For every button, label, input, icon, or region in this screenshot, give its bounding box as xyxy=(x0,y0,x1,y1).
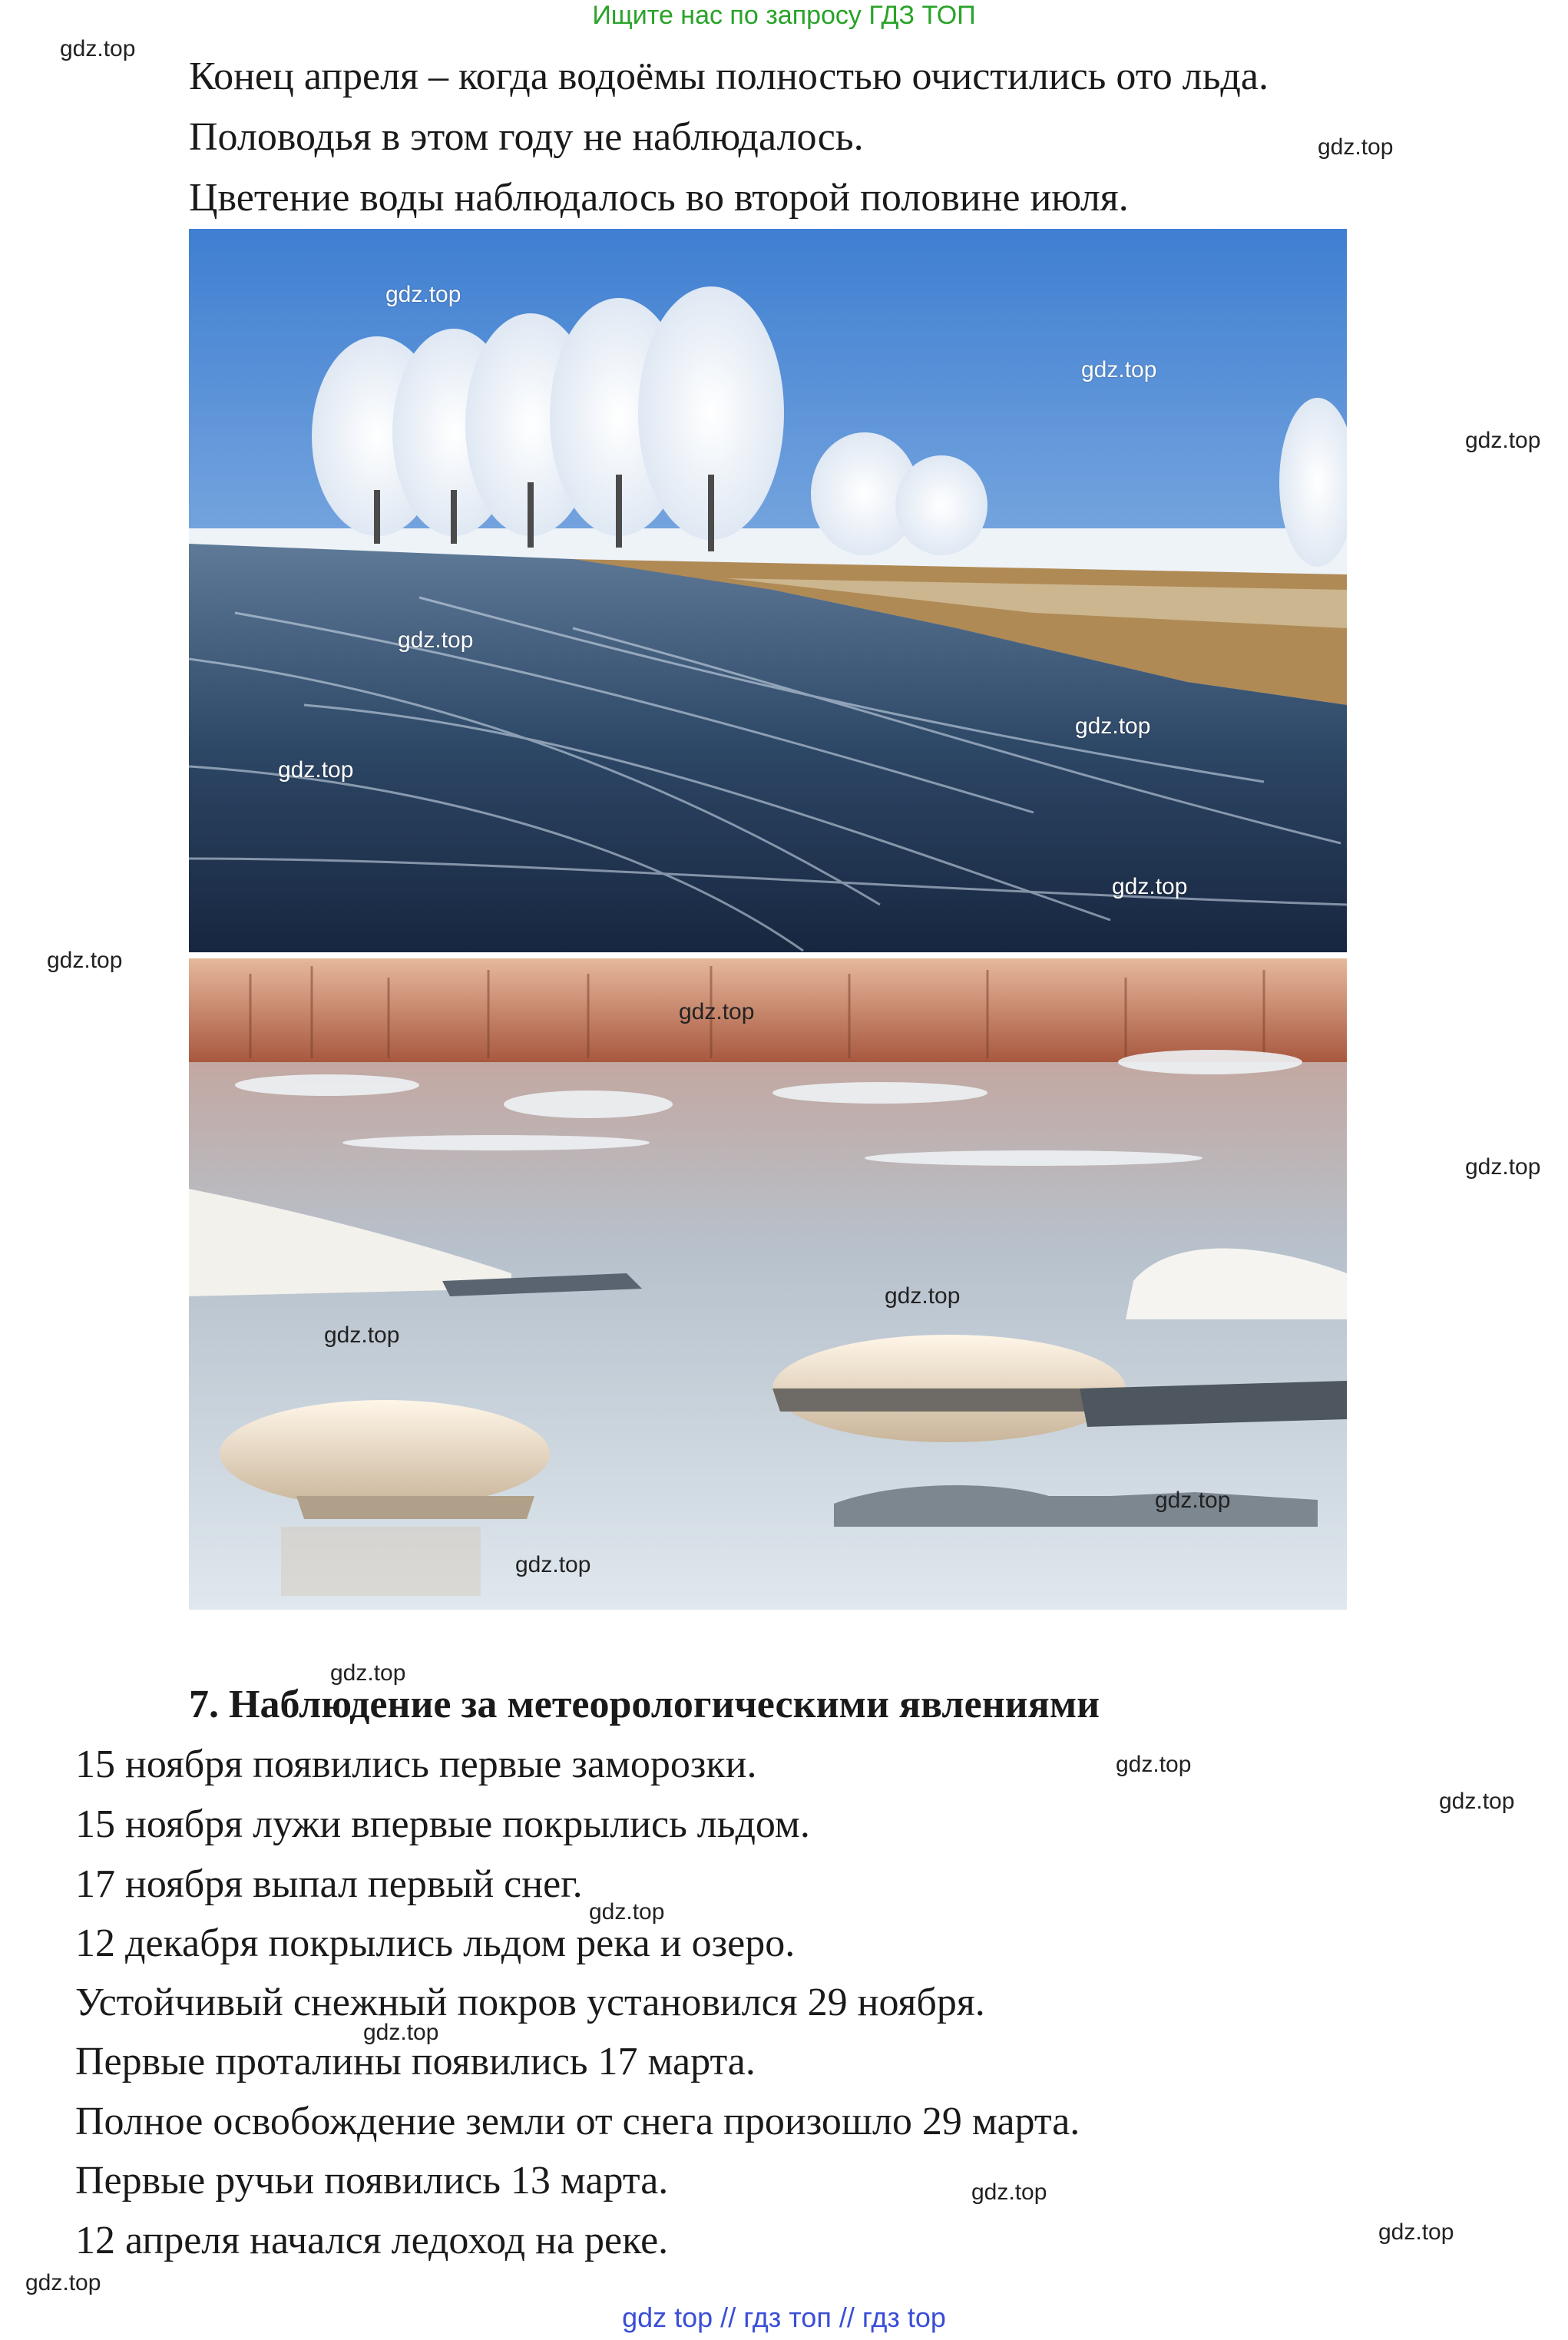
watermark: gdz.top xyxy=(885,1283,961,1309)
frozen-river-photo xyxy=(189,229,1347,952)
watermark: gdz.top xyxy=(385,282,461,307)
watermark: gdz.top xyxy=(324,1322,400,1348)
watermark: gdz.top xyxy=(1378,2219,1454,2245)
watermark: gdz.top xyxy=(1155,1488,1231,1513)
intro-line-2: Половодья в этом году не наблюдалось. xyxy=(189,115,864,159)
watermark: gdz.top xyxy=(398,627,474,653)
section-line-5: Устойчивый снежный покров установился 29 ноября. xyxy=(75,1981,985,2024)
section-line-3: 17 ноября выпал первый снег. xyxy=(75,1862,583,1906)
watermark: gdz.top xyxy=(1465,428,1541,453)
watermark: gdz.top xyxy=(1081,357,1157,382)
watermark: gdz.top xyxy=(278,757,354,783)
watermark: gdz.top xyxy=(60,36,136,61)
watermark: gdz.top xyxy=(1439,1789,1515,1814)
watermark: gdz.top xyxy=(363,2020,439,2045)
section-line-6: Первые проталины появились 17 марта. xyxy=(75,2040,756,2083)
watermark: gdz.top xyxy=(589,1899,665,1925)
section-line-2: 15 ноября лужи впервые покрылись льдом. xyxy=(75,1802,810,1846)
section-heading: 7. Наблюдение за метеорологическими явлениями xyxy=(189,1683,1100,1726)
watermark: gdz.top xyxy=(1318,134,1394,160)
section-line-8: Первые ручьи появились 13 марта. xyxy=(75,2159,669,2203)
section-line-9: 12 апреля начался ледоход на реке. xyxy=(75,2219,669,2262)
footer-links[interactable]: gdz top // гдз топ // гдз top xyxy=(622,2302,946,2333)
intro-line-1: Конец апреля – когда водоёмы полностью очистились ото льда. xyxy=(189,55,1269,98)
watermark: gdz.top xyxy=(679,999,755,1024)
intro-line-3: Цветение воды наблюдалось во второй половине июля. xyxy=(189,176,1129,220)
watermark: gdz.top xyxy=(1112,874,1188,899)
watermark: gdz.top xyxy=(1465,1154,1541,1180)
top-banner[interactable]: Ищите нас по запросу ГДЗ ТОП xyxy=(592,1,976,30)
watermark: gdz.top xyxy=(330,1660,406,1686)
watermark: gdz.top xyxy=(25,2270,101,2295)
watermark: gdz.top xyxy=(1075,713,1151,739)
watermark: gdz.top xyxy=(971,2179,1047,2205)
watermark: gdz.top xyxy=(47,948,123,973)
section-line-4: 12 декабря покрылись льдом река и озеро. xyxy=(75,1921,796,1965)
watermark: gdz.top xyxy=(1116,1752,1192,1777)
section-line-1: 15 ноября появились первые заморозки. xyxy=(75,1743,757,1786)
watermark: gdz.top xyxy=(515,1552,591,1577)
section-line-7: Полное освобождение земли от снега произошло 29 марта. xyxy=(75,2100,1080,2143)
